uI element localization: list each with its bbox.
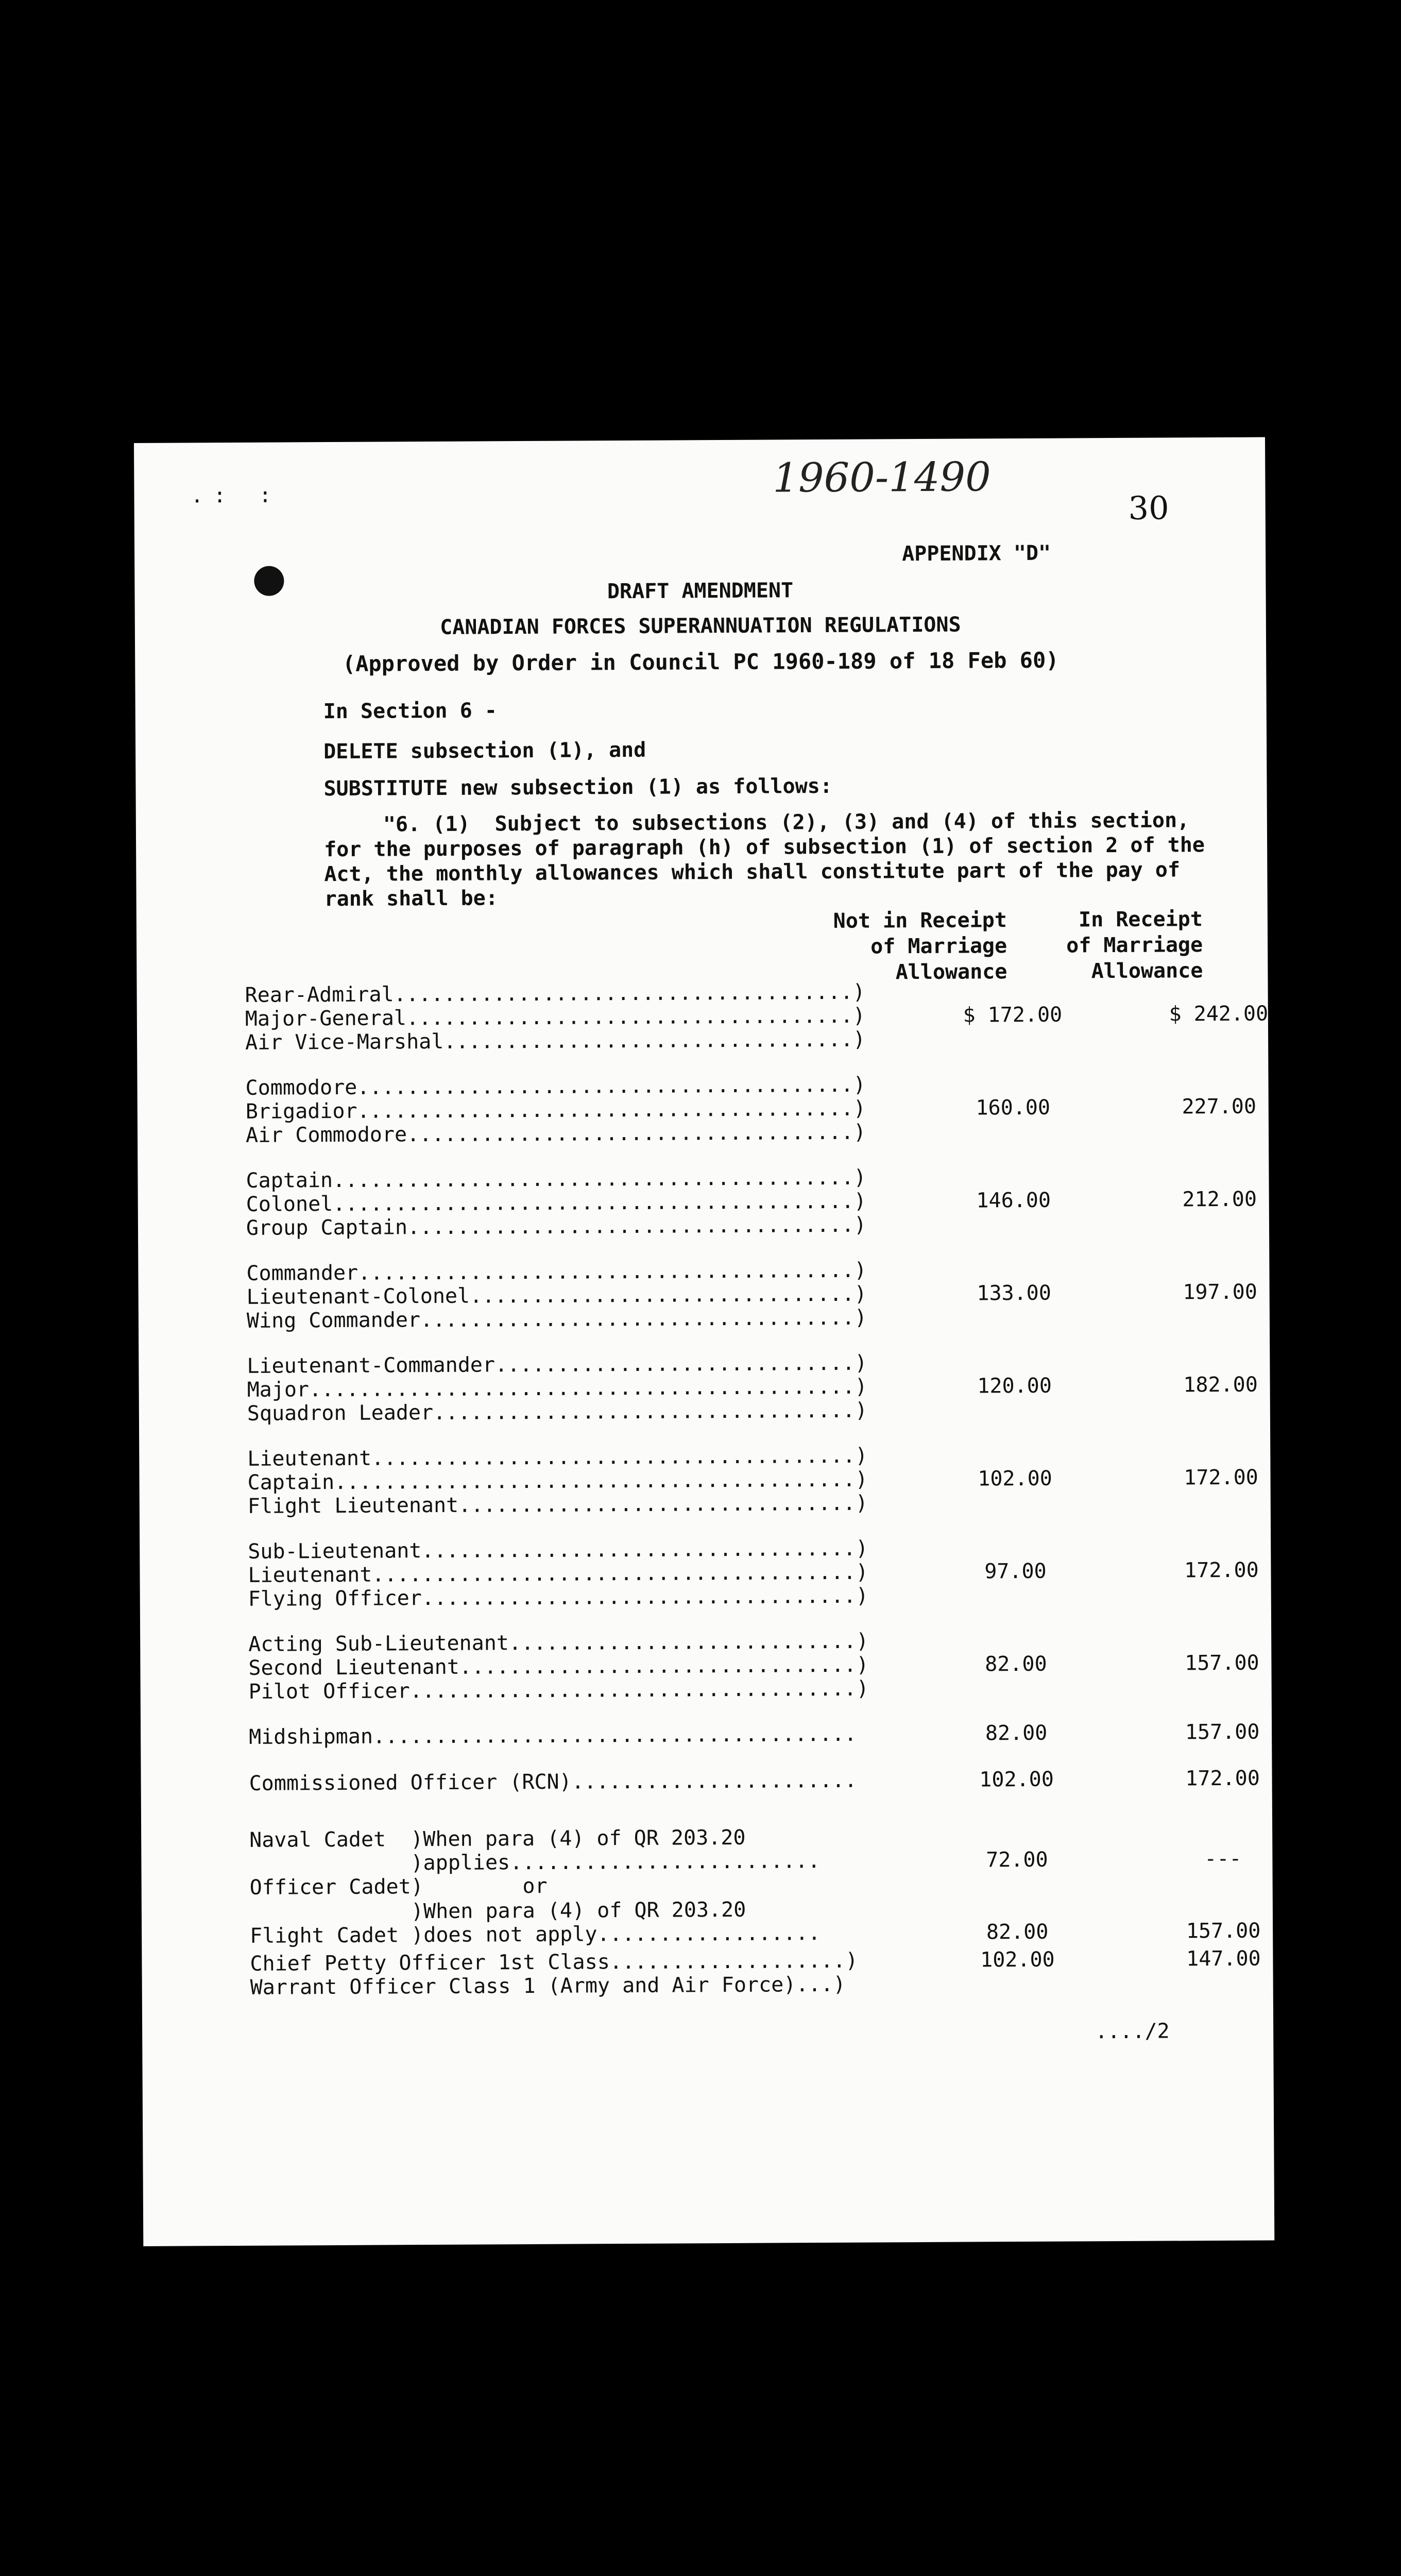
rank-label: Major-General....................................) <box>245 1004 866 1031</box>
amount-married: 147.00 <box>1186 1946 1261 1971</box>
rank-list <box>247 1444 868 1518</box>
paragraph-line-4: rank shall be: <box>324 886 498 911</box>
amount-not-married: $ 172.00 <box>963 1003 1063 1027</box>
paragraph-line-2: for the purposes of paragraph (h) of subsection (1) of section 2 of the <box>324 833 1205 862</box>
rank-list <box>247 1351 867 1426</box>
table-row <box>246 1164 1257 1240</box>
rank-label: Chief Petty Officer 1st Class...................) <box>250 1948 858 1976</box>
amount-married: 172.00 <box>1184 1465 1258 1490</box>
rank-list <box>248 1537 868 1611</box>
rank-label <box>249 1792 857 1819</box>
amount-married: 157.00 <box>1185 1720 1260 1744</box>
amount-not-married: 82.00 <box>985 1721 1048 1745</box>
table-row <box>249 1720 1260 1749</box>
amount-not-married: 102.00 <box>978 1466 1052 1491</box>
rank-label: Pilot Officer....................................) <box>248 1676 869 1704</box>
rank-label: Major............................................) <box>247 1375 867 1402</box>
rank-label: Captain..........................................) <box>247 1467 868 1495</box>
amount-not-married: 82.00 <box>986 1920 1049 1944</box>
rank-label: Officer Cadet) or <box>249 1874 548 1900</box>
rank-label: Flight Lieutenant................................) <box>247 1491 868 1518</box>
rank-list <box>245 980 865 1055</box>
rank-label: Flight Cadet )does not apply.................. <box>250 1921 821 1948</box>
amount-married: 197.00 <box>1183 1280 1258 1304</box>
document-page <box>134 437 1274 2246</box>
stray-marks: .: : <box>191 483 282 508</box>
amount-married: --- <box>1204 1846 1242 1871</box>
rank-list <box>249 1825 820 1900</box>
rank-label: Lieutenant-Colonel...............................) <box>246 1282 867 1309</box>
rank-label: Naval Cadet )When para (4) of QR 203.20 <box>249 1825 746 1852</box>
rank-list <box>246 1259 867 1333</box>
rank-label: Group Captain....................................) <box>246 1213 867 1240</box>
rank-label: Wing Commander...................................) <box>246 1306 867 1333</box>
column-header-not-married: Not in Receipt of Marriage Allowance <box>833 908 1007 985</box>
rank-list <box>246 1166 866 1240</box>
rank-label: Commander........................................) <box>246 1258 867 1285</box>
rank-label: Air Commodore....................................) <box>245 1120 866 1147</box>
rank-label: Brigadior........................................) <box>245 1096 866 1124</box>
rank-label: Commissioned Officer (RCN)....................... <box>249 1768 857 1795</box>
rank-label: Lieutenant.......................................) <box>247 1444 868 1471</box>
rank-label: Midshipman....................................... <box>249 1722 857 1749</box>
rank-label: Acting Sub-Lieutenant............................) <box>248 1629 869 1656</box>
amount-married: 157.00 <box>1186 1919 1261 1943</box>
rank-label: Sub-Lieutenant...................................) <box>248 1536 868 1564</box>
rank-label: Colonel..........................................) <box>246 1189 866 1216</box>
rank-label: Captain..........................................) <box>246 1165 866 1193</box>
handwritten-reference: 1960-1490 <box>773 454 991 502</box>
amount-married: 157.00 <box>1185 1651 1259 1675</box>
delete-line: DELETE subsection (1), and <box>323 738 646 764</box>
rank-list <box>248 1630 869 1704</box>
substitute-line: SUBSTITUTE new subsection (1) as follows: <box>323 774 833 801</box>
amount-married: $ 242.00 <box>1169 1002 1269 1026</box>
table-row <box>247 1349 1258 1426</box>
amount-not-married: 97.00 <box>984 1559 1047 1584</box>
amount-not-married: 102.00 <box>980 1947 1055 1972</box>
amount-not-married: 102.00 <box>979 1767 1054 1792</box>
table-row <box>245 1071 1257 1147</box>
rank-label: Warrant Officer Class 1 (Army and Air Force)...) <box>250 1972 846 1999</box>
amount-married: 182.00 <box>1183 1372 1258 1397</box>
amount-married: 172.00 <box>1185 1766 1260 1791</box>
approval-line: (Approved by Order in Council PC 1960-189 of 18 Feb 60) <box>342 647 1059 676</box>
amount-married: 212.00 <box>1182 1187 1257 1212</box>
document-title: DRAFT AMENDMENT <box>607 579 794 604</box>
amount-not-married: 133.00 <box>977 1281 1052 1306</box>
page-number: 30 <box>1128 489 1169 527</box>
paragraph-line-1: "6. (1) Subject to subsections (2), (3) and (4) of this section, <box>383 808 1190 837</box>
column-header-married: In Receipt of Marriage Allowance <box>1066 907 1203 984</box>
amount-not-married: 160.00 <box>976 1095 1051 1120</box>
appendix-label: APPENDIX "D" <box>902 541 1051 566</box>
rank-label: Commodore........................................) <box>245 1073 866 1100</box>
table-row <box>246 1257 1258 1333</box>
rank-label: Second Lieutenant................................) <box>248 1653 869 1680</box>
table-row <box>248 1628 1259 1704</box>
rank-label: )applies......................... <box>249 1849 821 1876</box>
rank-label <box>250 1996 858 2023</box>
rank-list <box>245 1073 866 1147</box>
table-row <box>248 1535 1259 1611</box>
rank-label: )When para (4) of QR 203.20 <box>249 1897 746 1924</box>
rank-label: Rear-Admiral.....................................) <box>245 980 865 1007</box>
amount-not-married: 72.00 <box>986 1848 1048 1872</box>
amount-not-married: 146.00 <box>976 1188 1051 1213</box>
rank-label: Lieutenant-Commander.............................) <box>247 1351 867 1378</box>
rank-label: Lieutenant.......................................) <box>248 1560 868 1587</box>
rank-label: Squadron Leader..................................) <box>247 1398 868 1426</box>
rank-label: Flying Officer...................................) <box>248 1584 868 1611</box>
paragraph-line-3: Act, the monthly allowances which shall constitute part of the pay of <box>324 858 1181 887</box>
rank-list <box>250 1949 858 2023</box>
document-subtitle: CANADIAN FORCES SUPERANNUATION REGULATIONS <box>440 613 961 639</box>
amount-not-married: 82.00 <box>985 1652 1047 1676</box>
amount-married: 227.00 <box>1182 1094 1257 1119</box>
continuation-mark: ..../2 <box>1095 2019 1170 2044</box>
amount-married: 172.00 <box>1184 1558 1259 1583</box>
rank-label: Air Vice-Marshal.................................) <box>245 1027 866 1055</box>
amount-not-married: 120.00 <box>977 1374 1052 1398</box>
section-line: In Section 6 - <box>323 699 498 724</box>
table-row <box>247 1442 1258 1518</box>
